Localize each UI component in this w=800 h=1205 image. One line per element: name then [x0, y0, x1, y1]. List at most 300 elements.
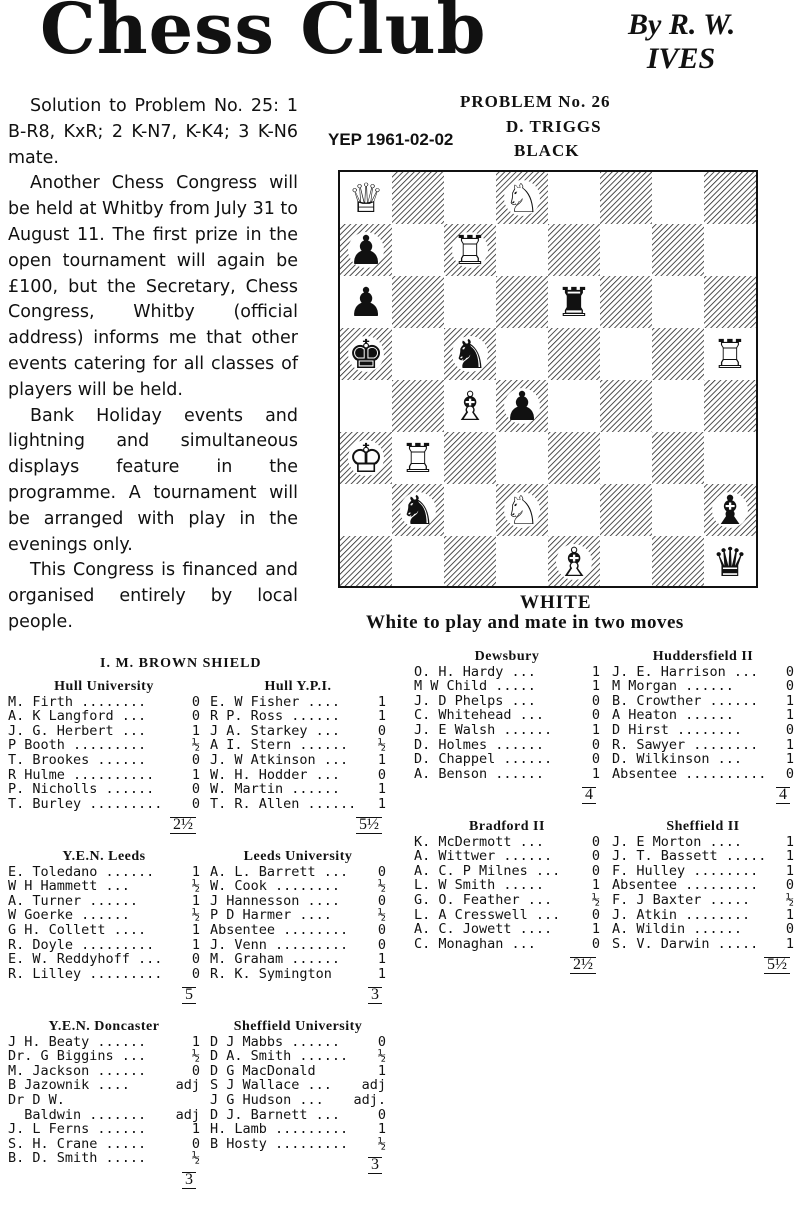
player-row — [210, 879, 386, 894]
team-name: Hull University — [54, 679, 154, 694]
player-row — [414, 922, 600, 937]
player-score: 1 — [591, 721, 600, 738]
player-score: ½ — [591, 891, 600, 908]
player-row — [414, 723, 600, 738]
player-row — [612, 878, 794, 893]
player-score: 1 — [191, 722, 200, 739]
player-row — [8, 967, 200, 982]
player-name: P. Nicholls ...... — [8, 781, 155, 798]
player-row — [612, 665, 794, 680]
player-score: 1 — [591, 663, 600, 680]
player-name: W H Hammett ... — [8, 878, 130, 895]
player-name: Baldwin ....... — [8, 1106, 147, 1123]
player-name: R Hulme .......... — [8, 766, 155, 783]
player-name: M. Firth ........ — [8, 693, 147, 710]
player-name: Absentee ........ — [210, 921, 349, 938]
player-row — [8, 923, 200, 938]
player-row — [8, 1078, 200, 1093]
team-total-row — [612, 787, 794, 804]
team-name: Bradford II — [469, 819, 545, 834]
player-name: W. Martin ...... — [210, 781, 341, 798]
player-row — [210, 894, 386, 909]
player-row — [612, 708, 794, 723]
byline — [628, 8, 735, 76]
player-row — [210, 1078, 386, 1093]
player-name: A Heaton ...... — [612, 707, 734, 724]
player-score: 1 — [377, 708, 386, 725]
player-name: S. V. Darwin ..... — [612, 935, 759, 952]
team-column — [612, 650, 794, 804]
player-score: 1 — [785, 862, 794, 879]
player-name: J. D Phelps ... — [414, 692, 536, 709]
player-name: F. Hulley ........ — [612, 862, 759, 879]
white-queen-icon: ♕ — [348, 176, 384, 222]
player-row — [8, 1122, 200, 1137]
player-row — [210, 695, 386, 710]
player-name: A. Wildin ...... — [612, 921, 743, 938]
player-row — [414, 694, 600, 709]
player-row — [210, 1035, 386, 1050]
player-score: 0 — [377, 766, 386, 783]
player-score: 0 — [191, 751, 200, 768]
chess-board — [338, 170, 758, 588]
player-name: J A. Starkey ... — [210, 722, 341, 739]
dark-square — [600, 276, 652, 328]
team-column — [414, 650, 600, 804]
player-name: A. C. Jowett .... — [414, 921, 553, 938]
player-row — [210, 865, 386, 880]
player-row — [8, 1049, 200, 1064]
player-name: E. W. Reddyhoff ... — [8, 951, 163, 968]
dark-square — [392, 172, 444, 224]
player-score: 1 — [191, 863, 200, 880]
player-name: C. Monaghan ... — [414, 935, 536, 952]
dark-square — [600, 380, 652, 432]
player-score: 1 — [377, 1121, 386, 1138]
dark-square — [652, 328, 704, 380]
player-row — [210, 753, 386, 768]
dark-square — [548, 432, 600, 484]
player-row — [8, 738, 200, 753]
player-score: 1 — [191, 1033, 200, 1050]
player-row — [414, 738, 600, 753]
player-name: A. C. P Milnes ... — [414, 862, 561, 879]
player-row — [414, 864, 600, 879]
black-queen-icon: ♛ — [712, 540, 748, 586]
player-row — [8, 894, 200, 909]
dark-square — [340, 536, 392, 586]
team-total-row — [414, 787, 600, 804]
light-square — [600, 328, 652, 380]
byline-line-2: IVES — [646, 42, 716, 75]
white-rook-icon: ♖ — [400, 436, 436, 482]
light-square — [704, 224, 756, 276]
player-score: 0 — [785, 678, 794, 695]
article-paragraph: This Congress is financed and organised entirely by local people. — [8, 560, 298, 632]
team-total-row — [8, 1172, 200, 1189]
player-name: O. H. Hardy ... — [414, 663, 536, 680]
player-row — [8, 753, 200, 768]
player-score: 1 — [785, 692, 794, 709]
player-score: 0 — [191, 781, 200, 798]
player-name: Absentee ......... — [612, 877, 759, 894]
black-pawn-icon: ♟ — [348, 228, 384, 274]
problem-task: White to play and mate in two moves — [366, 612, 684, 633]
team-total: 2½ — [570, 957, 596, 974]
player-row — [210, 952, 386, 967]
player-row — [8, 1151, 200, 1166]
player-name: R P. Ross ...... — [210, 708, 341, 725]
player-score: 0 — [377, 1033, 386, 1050]
player-row — [414, 679, 600, 694]
article-paragraph: Another Chess Congress will be held at Whitby from July 31 to August 11. The first prize in the open tournament will again be £100, but the Secretary, Chess Congress, Whitby (official address) informs me that other events catering for all classes of players will be held. — [8, 173, 298, 400]
white-knight-icon: ♘ — [504, 488, 540, 534]
team-column — [414, 820, 600, 974]
dark-square — [496, 276, 548, 328]
player-score: adj. — [353, 1091, 386, 1108]
player-row — [414, 752, 600, 767]
light-square — [704, 432, 756, 484]
light-square — [496, 328, 548, 380]
player-score: 0 — [377, 863, 386, 880]
light-square — [652, 276, 704, 328]
player-row — [414, 937, 600, 952]
team-total: 4 — [776, 787, 790, 804]
player-name: D A. Smith ...... — [210, 1048, 349, 1065]
player-score: 1 — [785, 848, 794, 865]
player-row — [8, 1093, 200, 1108]
player-name: A I. Stern ...... — [210, 737, 349, 754]
player-score: 0 — [785, 765, 794, 782]
player-row — [414, 878, 600, 893]
player-row — [8, 695, 200, 710]
player-score: 1 — [377, 951, 386, 968]
black-knight-icon: ♞ — [400, 488, 436, 534]
player-row — [612, 908, 794, 923]
player-row — [210, 1064, 386, 1079]
player-score: 0 — [591, 736, 600, 753]
player-row — [8, 1064, 200, 1079]
player-score: 0 — [377, 722, 386, 739]
player-score: 1 — [377, 751, 386, 768]
player-name: D Hirst ........ — [612, 721, 743, 738]
team-column — [8, 850, 200, 1004]
player-row — [210, 724, 386, 739]
player-name: J. T. Bassett ..... — [612, 848, 767, 865]
light-square — [496, 536, 548, 586]
player-name: A. L. Barrett ... — [210, 863, 349, 880]
player-score: 0 — [191, 1062, 200, 1079]
player-score: ½ — [191, 878, 200, 895]
player-score: 1 — [377, 1062, 386, 1079]
player-name: A. K Langford ... — [8, 708, 147, 725]
light-square — [340, 380, 392, 432]
player-score: 0 — [785, 921, 794, 938]
player-score: 1 — [377, 965, 386, 982]
light-square — [340, 484, 392, 536]
player-name: T. R. Allen ...... — [210, 795, 357, 812]
dark-square — [704, 172, 756, 224]
team-name: Y.E.N. Doncaster — [48, 1019, 160, 1034]
white-bishop-icon: ♗ — [556, 540, 592, 586]
problem-heading: PROBLEM No. 26 — [460, 92, 611, 111]
light-square — [444, 172, 496, 224]
player-row — [414, 835, 600, 850]
player-row — [414, 708, 600, 723]
light-square — [652, 380, 704, 432]
player-name: Dr. G Biggins ... — [8, 1048, 147, 1065]
player-name: D G MacDonald — [210, 1062, 316, 1079]
player-row — [8, 952, 200, 967]
player-row — [8, 908, 200, 923]
player-row — [612, 835, 794, 850]
player-score: 0 — [591, 862, 600, 879]
byline-line-1: By R. W. — [628, 8, 736, 41]
team-column — [210, 680, 386, 834]
light-square — [392, 224, 444, 276]
player-name: A. Benson ...... — [414, 765, 545, 782]
player-score: ½ — [191, 1150, 200, 1167]
player-name: K. McDermott ... — [414, 833, 545, 850]
player-row — [210, 1137, 386, 1152]
player-score: ½ — [377, 878, 386, 895]
light-square — [548, 484, 600, 536]
player-score: 0 — [591, 848, 600, 865]
player-row — [612, 864, 794, 879]
date-stamp: YEP 1961-02-02 — [328, 130, 454, 149]
article-column — [8, 94, 298, 636]
dark-square — [652, 536, 704, 586]
team-column — [210, 1020, 386, 1174]
team-total: 3 — [368, 987, 382, 1004]
player-name: D J Mabbs ...... — [210, 1033, 341, 1050]
player-score: 0 — [591, 751, 600, 768]
player-score: adj — [175, 1106, 200, 1123]
player-row — [210, 938, 386, 953]
team-name: Leeds University — [243, 849, 353, 864]
player-score: ½ — [377, 1048, 386, 1065]
player-score: 1 — [785, 751, 794, 768]
player-name: B. D. Smith ..... — [8, 1150, 147, 1167]
team-name: Dewsbury — [474, 649, 540, 664]
white-knight-icon: ♘ — [504, 176, 540, 222]
player-row — [210, 1122, 386, 1137]
player-score: 0 — [377, 921, 386, 938]
player-name: Absentee .......... — [612, 765, 767, 782]
black-label: BLACK — [514, 141, 580, 160]
light-square — [496, 224, 548, 276]
player-row — [210, 1108, 386, 1123]
player-score: 1 — [591, 678, 600, 695]
dark-square — [444, 536, 496, 586]
player-score: 1 — [191, 766, 200, 783]
player-score: 0 — [377, 892, 386, 909]
player-name: J G Hudson ... — [210, 1091, 324, 1108]
player-score: ½ — [191, 907, 200, 924]
dark-square — [444, 432, 496, 484]
dark-square — [548, 224, 600, 276]
player-row — [210, 1049, 386, 1064]
player-score: 1 — [191, 936, 200, 953]
black-pawn-icon: ♟ — [348, 280, 384, 326]
light-square — [652, 484, 704, 536]
white-rook-icon: ♖ — [712, 332, 748, 378]
player-row — [612, 679, 794, 694]
player-name: S. H. Crane ..... — [8, 1135, 147, 1152]
player-row — [612, 694, 794, 709]
player-name: P D Harmer .... — [210, 907, 332, 924]
player-score: ½ — [191, 1048, 200, 1065]
team-total-row — [414, 957, 600, 974]
white-bishop-icon: ♗ — [452, 384, 488, 430]
player-row — [612, 767, 794, 782]
light-square — [652, 172, 704, 224]
player-score: 0 — [377, 1106, 386, 1123]
player-name: E. Toledano ...... — [8, 863, 155, 880]
team-column — [8, 680, 200, 834]
column-title: Chess Club — [40, 0, 487, 70]
light-square — [600, 536, 652, 586]
player-name: R. K. Symington — [210, 965, 332, 982]
team-column — [8, 1020, 200, 1189]
player-name: J. E Walsh ...... — [414, 721, 553, 738]
player-score: 0 — [591, 935, 600, 952]
player-name: J H. Beaty ...... — [8, 1033, 147, 1050]
light-square — [392, 328, 444, 380]
dark-square — [392, 380, 444, 432]
player-score: ½ — [377, 907, 386, 924]
player-name: D. Chappel ...... — [414, 751, 553, 768]
player-score: 0 — [591, 707, 600, 724]
player-row — [612, 738, 794, 753]
player-name: T. Brookes ...... — [8, 751, 147, 768]
player-row — [612, 752, 794, 767]
team-total: 5½ — [764, 957, 790, 974]
dark-square — [392, 276, 444, 328]
player-row — [210, 738, 386, 753]
player-row — [612, 937, 794, 952]
player-name: M. Graham ...... — [210, 951, 341, 968]
player-row — [210, 709, 386, 724]
player-score: 1 — [785, 707, 794, 724]
dark-square — [704, 276, 756, 328]
player-name: E. W Fisher .... — [210, 693, 341, 710]
player-name: G H. Collett .... — [8, 921, 147, 938]
player-name: D. Holmes ...... — [414, 736, 545, 753]
player-row — [8, 1035, 200, 1050]
player-score: 1 — [377, 795, 386, 812]
black-pawn-icon: ♟ — [504, 384, 540, 430]
player-score: 0 — [191, 1135, 200, 1152]
player-row — [8, 938, 200, 953]
light-square — [444, 484, 496, 536]
team-column — [210, 850, 386, 1004]
team-name: Sheffield University — [233, 1019, 363, 1034]
player-score: 1 — [377, 693, 386, 710]
player-name: F. J Baxter ..... — [612, 891, 751, 908]
dark-square — [704, 380, 756, 432]
dark-square — [600, 172, 652, 224]
player-name: H. Lamb ......... — [210, 1121, 349, 1138]
player-row — [612, 922, 794, 937]
player-name: L. W Smith ..... — [414, 877, 545, 894]
player-row — [414, 665, 600, 680]
player-score: 0 — [191, 693, 200, 710]
player-score: 1 — [191, 921, 200, 938]
player-row — [612, 849, 794, 864]
light-square — [444, 276, 496, 328]
team-name: Hull Y.P.I. — [264, 679, 332, 694]
player-score: 0 — [785, 663, 794, 680]
player-name: J. E. Harrison ... — [612, 663, 759, 680]
player-score: 0 — [591, 692, 600, 709]
player-name: B Jazownik .... — [8, 1077, 130, 1094]
team-column — [612, 820, 794, 974]
player-score: adj — [175, 1077, 200, 1094]
player-score: ½ — [191, 737, 200, 754]
player-row — [210, 923, 386, 938]
player-score: ½ — [377, 1135, 386, 1152]
player-row — [210, 908, 386, 923]
player-name: R. Lilley ......... — [8, 965, 163, 982]
player-row — [8, 1108, 200, 1123]
player-row — [210, 797, 386, 812]
player-name: A. Wittwer ...... — [414, 848, 553, 865]
player-score: 1 — [785, 833, 794, 850]
player-name: W. H. Hodder ... — [210, 766, 341, 783]
shield-title: I. M. BROWN SHIELD — [100, 656, 262, 671]
player-name: L. A Cresswell ... — [414, 906, 561, 923]
problem-author: D. TRIGGS — [506, 117, 602, 136]
player-score: 0 — [191, 965, 200, 982]
team-total: 5 — [182, 987, 196, 1004]
player-score — [186, 1093, 200, 1108]
player-name: J. W Atkinson ... — [210, 751, 349, 768]
player-name: M W Child ..... — [414, 678, 536, 695]
player-name: B. Crowther ...... — [612, 692, 759, 709]
light-square — [600, 432, 652, 484]
player-score: 1 — [785, 906, 794, 923]
player-score: 0 — [191, 795, 200, 812]
white-king-icon: ♔ — [348, 436, 384, 482]
article-paragraph: Bank Holiday events and lightning and simultaneous displays feature in the programme. A tournament will be arranged with play in the evenings only. — [8, 405, 298, 555]
player-row — [210, 782, 386, 797]
player-row — [8, 879, 200, 894]
player-row — [8, 865, 200, 880]
player-row — [210, 967, 386, 982]
player-score: 1 — [191, 892, 200, 909]
player-name: J Hannesson .... — [210, 892, 341, 909]
player-score: 0 — [191, 708, 200, 725]
player-name: R. Doyle ......... — [8, 936, 155, 953]
player-row — [8, 782, 200, 797]
player-name: G. O. Feather ... — [414, 891, 553, 908]
team-total: 5½ — [356, 817, 382, 834]
player-name: D. Wilkinson ... — [612, 751, 743, 768]
player-score: 1 — [191, 1121, 200, 1138]
article-paragraph: Solution to Problem No. 25: 1 B-R8, KxR; 2 K-N7, K-K4; 3 K-N6 mate. — [8, 96, 298, 168]
light-square — [548, 172, 600, 224]
player-row — [414, 849, 600, 864]
team-name: Huddersfield II — [652, 649, 754, 664]
team-total: 2½ — [170, 817, 196, 834]
team-total-row — [210, 1157, 386, 1174]
player-name: R. Sawyer ........ — [612, 736, 759, 753]
player-score: 1 — [591, 921, 600, 938]
player-row — [414, 767, 600, 782]
player-name: J. G. Herbert ... — [8, 722, 147, 739]
dark-square — [600, 484, 652, 536]
